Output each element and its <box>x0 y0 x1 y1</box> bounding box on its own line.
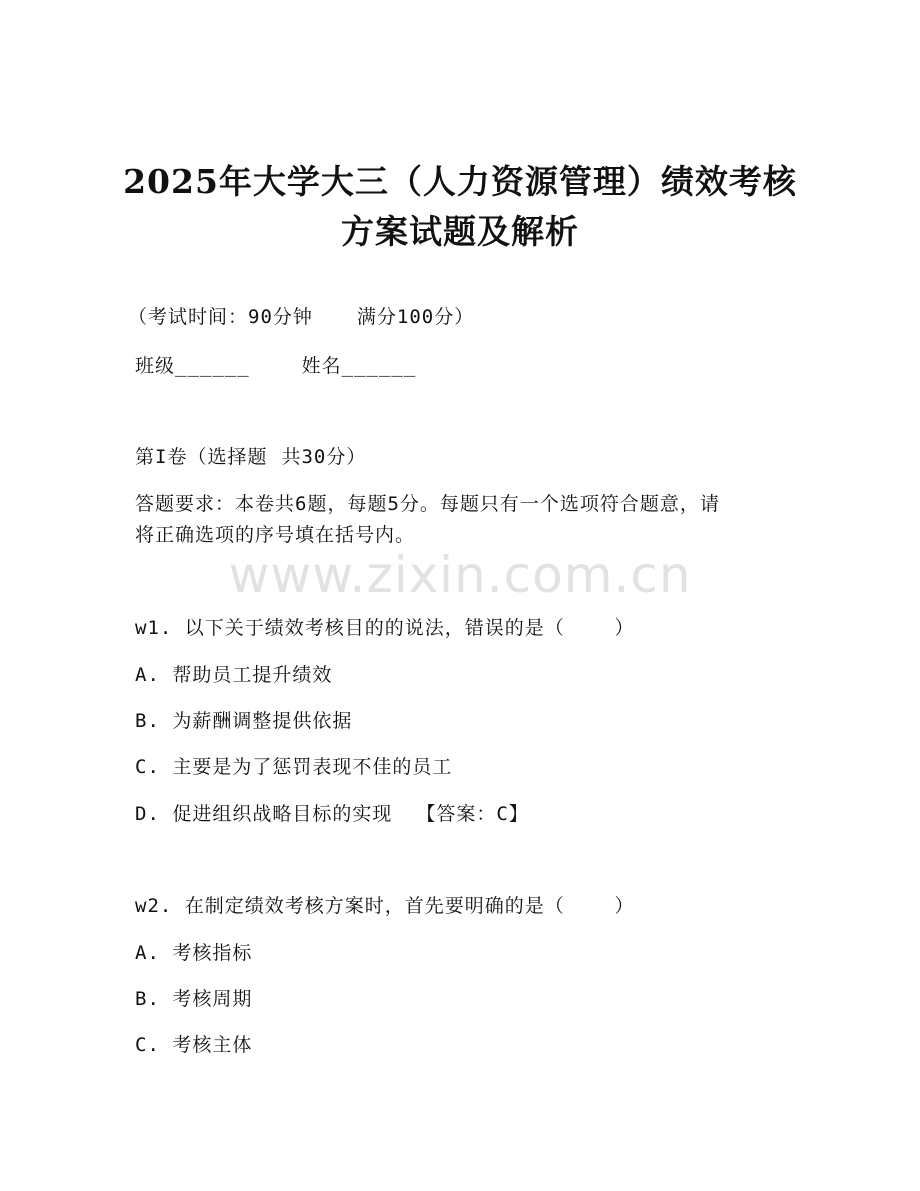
option-text: 帮助员工提升绩效 <box>172 664 333 686</box>
section-title: 第I卷（选择题 <box>135 446 268 468</box>
option-a[interactable] <box>135 938 252 965</box>
question-number: w1. <box>135 617 173 639</box>
option-label: C. <box>135 756 160 778</box>
option-text: 考核周期 <box>172 988 253 1010</box>
option-label: B. <box>135 988 160 1010</box>
option-text: 考核主体 <box>172 1034 253 1056</box>
option-text: 为薪酬调整提供依据 <box>172 710 353 732</box>
exam-time: （考试时间：90分钟 <box>128 306 313 328</box>
option-c[interactable] <box>135 752 452 779</box>
section-heading <box>135 442 366 469</box>
name-field[interactable]: 姓名______ <box>301 355 417 377</box>
option-a[interactable] <box>135 660 332 687</box>
option-text: 主要是为了惩罚表现不佳的员工 <box>172 756 453 778</box>
option-label: B. <box>135 710 160 732</box>
document-title-line-1: 2025年大学大三（人力资源管理）绩效考核 <box>123 162 797 201</box>
instructions-line-2: 将正确选项的序号填在括号内。 <box>135 524 416 546</box>
question-stem <box>135 891 635 918</box>
exam-info <box>128 302 474 329</box>
watermark: www.zixin.com.cn <box>228 546 692 604</box>
question-text: 以下关于绩效考核目的的说法，错误的是（ ） <box>184 617 635 639</box>
option-label: A. <box>135 664 160 686</box>
option-label: C. <box>135 1034 160 1056</box>
document-title-line-2: 方案试题及解析 <box>341 212 579 251</box>
option-text: 考核指标 <box>172 942 253 964</box>
question-number: w2. <box>135 895 173 917</box>
class-field[interactable]: 班级______ <box>135 355 250 377</box>
option-text: 促进组织战略目标的实现 <box>172 803 393 825</box>
student-info <box>135 351 416 378</box>
section-score: 共30分） <box>281 446 367 468</box>
option-c[interactable] <box>135 1030 252 1057</box>
question-text: 在制定绩效考核方案时，首先要明确的是（ ） <box>184 895 635 917</box>
option-label: D. <box>135 803 160 825</box>
question-stem <box>135 613 635 640</box>
option-b[interactable] <box>135 984 252 1011</box>
option-d[interactable] <box>135 799 529 826</box>
answer-key: 【答案：C】 <box>416 803 529 825</box>
option-b[interactable] <box>135 706 352 733</box>
full-score: 满分100分） <box>356 306 475 328</box>
instructions-line-1: 答题要求：本卷共6题，每题5分。每题只有一个选项符合题意，请 <box>135 493 720 515</box>
option-label: A. <box>135 942 160 964</box>
